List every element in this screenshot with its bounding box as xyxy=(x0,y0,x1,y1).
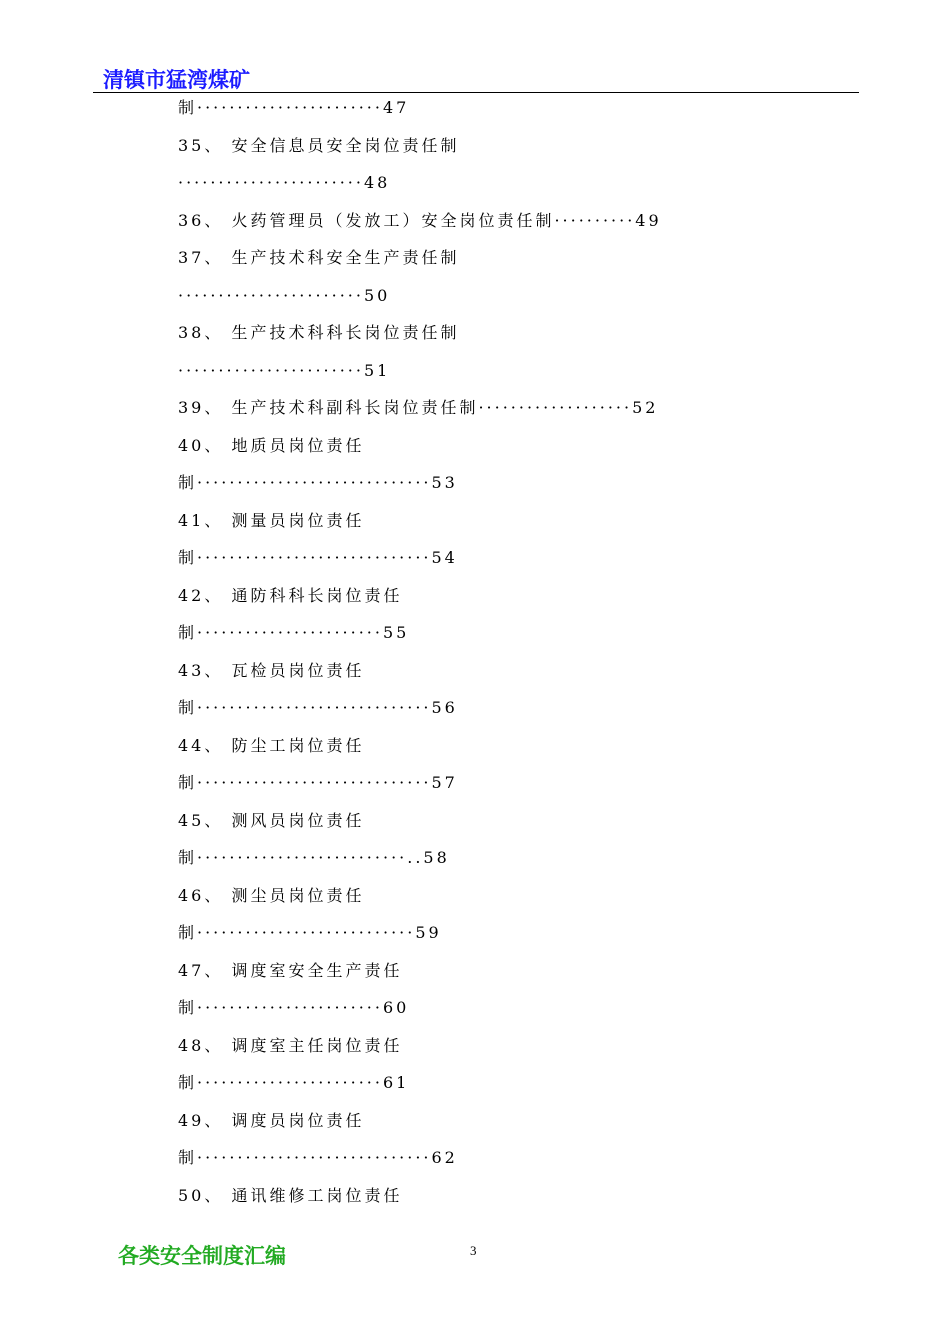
toc-line: 制·····························57 xyxy=(178,773,458,792)
toc-line: 40、 地质员岗位责任 xyxy=(178,436,365,455)
footer-title: 各类安全制度汇编 xyxy=(118,1244,286,1268)
toc-line: ·······················51 xyxy=(178,361,391,380)
toc-line: 38、 生产技术科科长岗位责任制 xyxy=(178,323,460,342)
toc-line: 制·····························56 xyxy=(178,698,458,717)
toc-line: 47、 调度室安全生产责任 xyxy=(178,961,403,980)
page-number: 3 xyxy=(470,1243,477,1258)
toc-line: 49、 调度员岗位责任 xyxy=(178,1111,365,1130)
toc-line: 46、 测尘员岗位责任 xyxy=(178,886,365,905)
toc-line: 制·······················60 xyxy=(178,998,410,1017)
toc-line: 39、 生产技术科副科长岗位责任制···················52 xyxy=(178,398,659,417)
toc-line: 制···························59 xyxy=(178,923,442,942)
toc-line: 36、 火药管理员（发放工）安全岗位责任制··········49 xyxy=(178,211,662,230)
toc-line: 41、 测量员岗位责任 xyxy=(178,511,365,530)
toc-line: ·······················50 xyxy=(178,286,391,305)
toc-line: 45、 测风员岗位责任 xyxy=(178,811,365,830)
header-title: 清镇市猛湾煤矿 xyxy=(103,68,250,92)
toc-line: 48、 调度室主任岗位责任 xyxy=(178,1036,403,1055)
toc-line: 制·······················61 xyxy=(178,1073,410,1092)
toc-line: 制·····························53 xyxy=(178,473,458,492)
toc-line: 42、 通防科科长岗位责任 xyxy=(178,586,403,605)
toc-line: 50、 通讯维修工岗位责任 xyxy=(178,1186,403,1205)
toc-line: 35、 安全信息员安全岗位责任制 xyxy=(178,136,460,155)
toc-line: 制·····························54 xyxy=(178,548,458,567)
toc-line: 制·······················55 xyxy=(178,623,410,642)
toc-line: 制··························..58 xyxy=(178,848,450,867)
toc-line: 制·······················47 xyxy=(178,98,410,117)
header-rule xyxy=(93,92,859,93)
toc-line: 43、 瓦检员岗位责任 xyxy=(178,661,365,680)
toc-line: 制·····························62 xyxy=(178,1148,458,1167)
toc-line: ·······················48 xyxy=(178,173,391,192)
toc-line: 44、 防尘工岗位责任 xyxy=(178,736,365,755)
toc-line: 37、 生产技术科安全生产责任制 xyxy=(178,248,460,267)
